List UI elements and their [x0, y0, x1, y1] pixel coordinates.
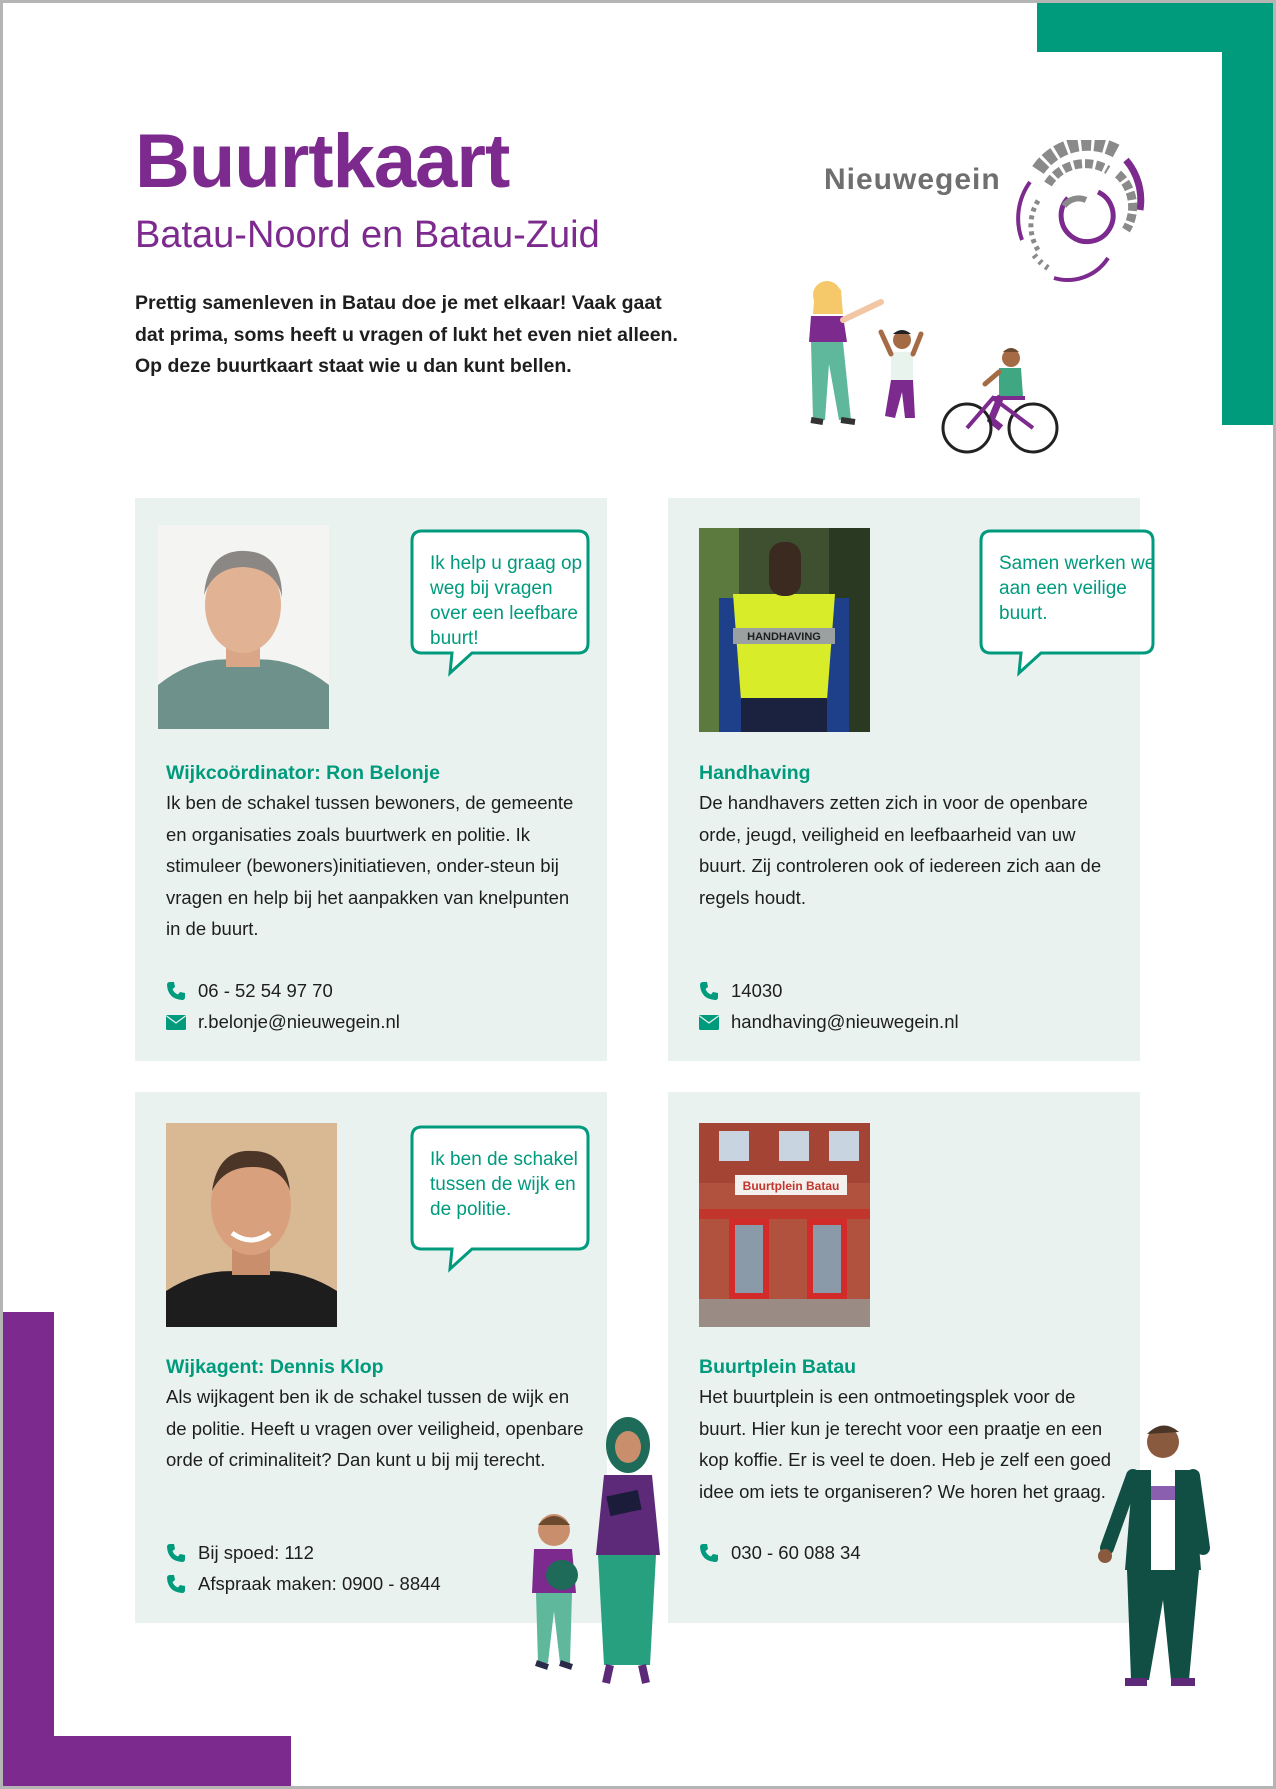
phone-icon [166, 1574, 186, 1594]
bubble-text: Ik help u graag op weg bij vragen over een leefbare buurt! [430, 553, 583, 649]
contact-phone [166, 1571, 441, 1597]
phone-number[interactable]: 14030 [731, 980, 783, 1001]
nieuwegein-logo-icon [1008, 140, 1148, 290]
intro-text: Prettig samenleven in Batau doe je met elkaar! Vaak gaat dat prima, soms heeft u vragen of lukt het even niet alleen. Op deze buurtkaart staat wie u dan kunt bellen. [135, 292, 678, 377]
contact-phone [166, 978, 333, 1004]
card-description: De handhavers zetten zich in voor de openbare orde, jeugd, veiligheid en leefbaarheid van uw buurt. Zij controleren ook of iedereen zich aan de regels houdt. [699, 792, 1102, 908]
email-address[interactable]: handhaving@nieuwegein.nl [731, 1011, 959, 1032]
card-title: Handhaving [699, 762, 811, 784]
card-handhaving [668, 498, 1156, 1061]
mail-icon [166, 1012, 186, 1032]
phone-number[interactable]: 06 - 52 54 97 70 [198, 980, 333, 1001]
phone-icon [166, 1543, 186, 1563]
card-title: Buurtplein Batau [699, 1356, 857, 1378]
green-corner-side [1222, 52, 1273, 425]
card-description: Ik ben de schakel tussen bewoners, de gemeente en organisaties zoals buurtwerk en politie. Ik stimuleer (bewoners)initiatieven, onder-steun bij vragen en help bij het aanpakken van knelpunten in de buurt. [166, 792, 574, 939]
contact-email [166, 1009, 400, 1035]
speech-bubble [410, 529, 590, 653]
contact-email [699, 1009, 959, 1035]
bubble-text: Samen werken we aan een veilige buurt. [999, 553, 1156, 624]
phone-number[interactable]: 030 - 60 088 34 [731, 1542, 861, 1563]
phone-icon [699, 1543, 719, 1563]
contact-phone [699, 978, 782, 1004]
photo-dennis-klop [166, 1123, 337, 1327]
mail-icon [699, 1012, 719, 1032]
phone-number[interactable]: Afspraak maken: 0900 - 8844 [198, 1573, 441, 1594]
speech-bubble [410, 1125, 590, 1249]
email-address[interactable]: r.belonje@nieuwegein.nl [198, 1011, 400, 1032]
man-illustration [1085, 1410, 1215, 1690]
green-corner-top [1037, 3, 1273, 52]
card-description: Het buurtplein is een ontmoetingsplek voor de buurt. Hier kun je terecht voor een praatje en een kop koffie. Er is veel te doen. Heb je zelf een goed idee om iets te organiseren? We horen het graag. [699, 1386, 1112, 1502]
card-buurtplein [668, 1092, 1140, 1623]
phone-icon [699, 981, 719, 1001]
mother-child-illustration [500, 1415, 680, 1690]
photo-ron-belonje [158, 525, 329, 729]
speech-bubble [979, 529, 1159, 653]
phone-icon [166, 981, 186, 1001]
bubble-text: Ik ben de schakel tussen de wijk en de politie. [430, 1149, 578, 1220]
card-wijkcoordinator [135, 498, 607, 1061]
photo-buurtplein [699, 1123, 870, 1327]
purple-corner-bottom [3, 1736, 291, 1786]
card-title: Wijkagent: Dennis Klop [166, 1356, 384, 1378]
phone-number[interactable]: Bij spoed: 112 [198, 1542, 314, 1563]
photo-handhaving [699, 528, 870, 732]
card-description: Als wijkagent ben ik de schakel tussen de wijk en de politie. Heeft u vragen over veiligheid, openbare orde of criminaliteit? Dan kunt u bij mij terecht. [166, 1386, 584, 1470]
vest-text: HANDHAVING [747, 631, 821, 643]
page-title: Buurtkaart [135, 119, 510, 204]
purple-corner-side [3, 1312, 54, 1786]
page-subtitle: Batau-Noord en Batau-Zuid [135, 214, 600, 256]
logo-text: Nieuwegein [824, 163, 1001, 196]
family-illustration [785, 280, 1075, 470]
photo-sign-text: Buurtplein Batau [742, 1179, 840, 1193]
contact-phone [166, 1540, 314, 1566]
contact-phone [699, 1540, 861, 1566]
card-title: Wijkcoördinator: Ron Belonje [166, 762, 440, 784]
